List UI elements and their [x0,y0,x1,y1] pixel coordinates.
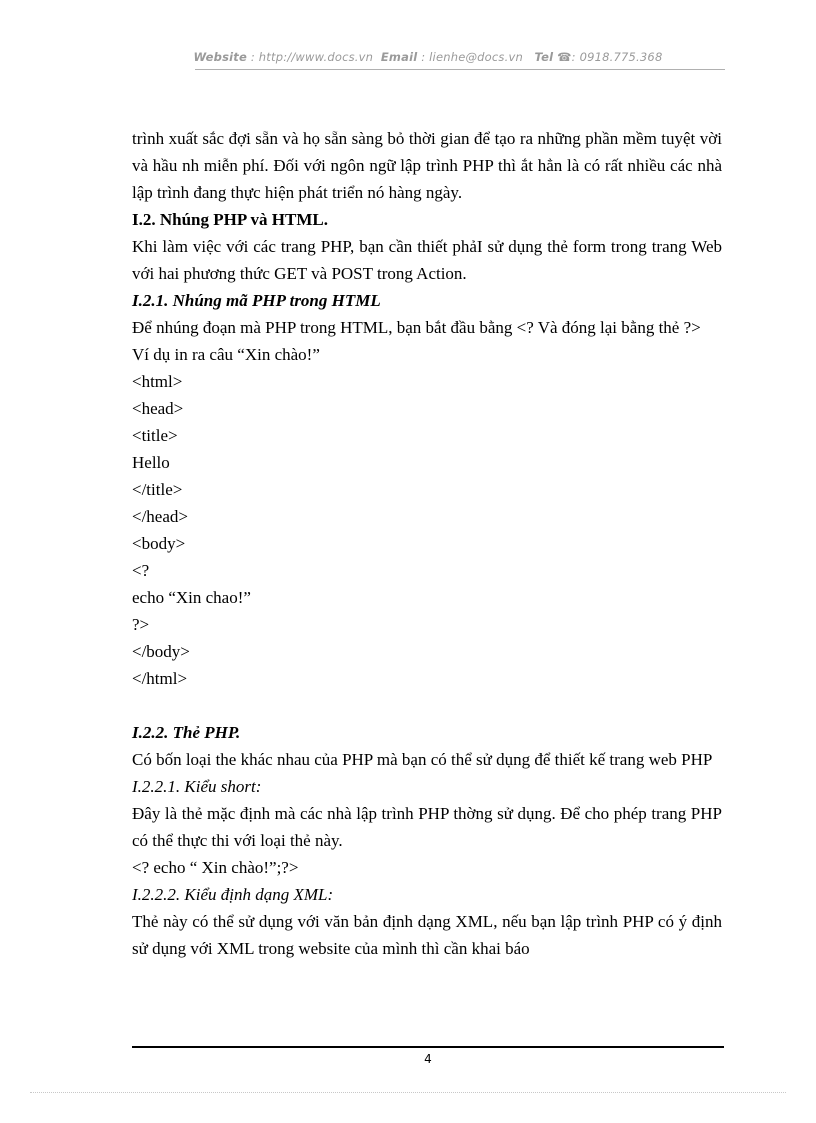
tel-label: Tel [534,50,554,64]
heading-1-2-1: I.2.1. Nhúng mã PHP trong HTML [132,291,381,310]
paragraph-xml-tag: Thẻ này có thể sử dụng với văn bản định dạng XML, nếu bạn lập trình PHP có ý định sử dụng với XML trong website của mình thì cần khai báo [132,912,722,958]
code-line: <html> [132,372,183,391]
code-line: </html> [132,669,188,688]
code-line: <? [132,561,150,580]
heading-1-2-2-1: I.2.2.1. Kiểu short: [132,777,262,796]
code-line: </body> [132,642,190,661]
code-line: </head> [132,507,188,526]
page-content [132,125,722,962]
heading-1-2: I.2. Nhúng PHP và HTML. [132,210,329,229]
page-bottom-border [30,1092,786,1093]
phone-icon: ☎ [557,50,572,64]
paragraph-tag-types: Có bốn loại the khác nhau của PHP mà bạn có thể sử dụng để thiết kế trang web PHP [132,750,713,769]
paragraph-form: Khi làm việc với các trang PHP, bạn cần thiết phảI sử dụng thẻ form trong trang Web với hai phương thức GET và POST trong Action. [132,237,722,283]
header-divider [195,69,725,70]
code-line: <title> [132,426,178,445]
code-line: <head> [132,399,184,418]
website-label: Website [193,50,247,64]
tel-value: : 0918.775.368 [571,50,663,64]
paragraph-embed: Để nhúng đoạn mà PHP trong HTML, bạn bắt đầu bằng <? Và đóng lại bằng thẻ ?> [132,318,701,337]
paragraph-short-tag: Đây là thẻ mặc định mà các nhà lập trình PHP thờng sử dụng. Để cho phép trang PHP có thể thực thi với loại thẻ này. [132,804,722,850]
website-value: : http://www.docs.vn [250,50,374,64]
heading-1-2-2: I.2.2. Thẻ PHP. [132,723,241,742]
paragraph-example: Ví dụ in ra câu “Xin chào!” [132,345,320,364]
email-label: Email [380,50,418,64]
code-line: Hello [132,453,170,472]
code-line: ?> [132,615,150,634]
email-value: : lienhe@docs.vn [421,50,523,64]
page-number: 4 [424,1052,432,1066]
page-header [132,50,724,64]
code-line: <body> [132,534,186,553]
code-short-example: <? echo “ Xin chào!”;?> [132,858,299,877]
heading-1-2-2-2: I.2.2.2. Kiểu định dạng XML: [132,885,334,904]
code-line: </title> [132,480,183,499]
code-line: echo “Xin chao!” [132,588,251,607]
spacer [132,692,722,719]
footer-divider [132,1046,724,1048]
paragraph-intro: trình xuất sắc đợi sẵn và họ sẵn sàng bỏ thời gian để tạo ra những phần mềm tuyệt vời và hầu nh miễn phí. Đối với ngôn ngữ lập trình PHP thì ắt hẳn là có rất nhiều các nhà lập trình đang thực hiện phát triển nó hàng ngày. [132,129,722,202]
